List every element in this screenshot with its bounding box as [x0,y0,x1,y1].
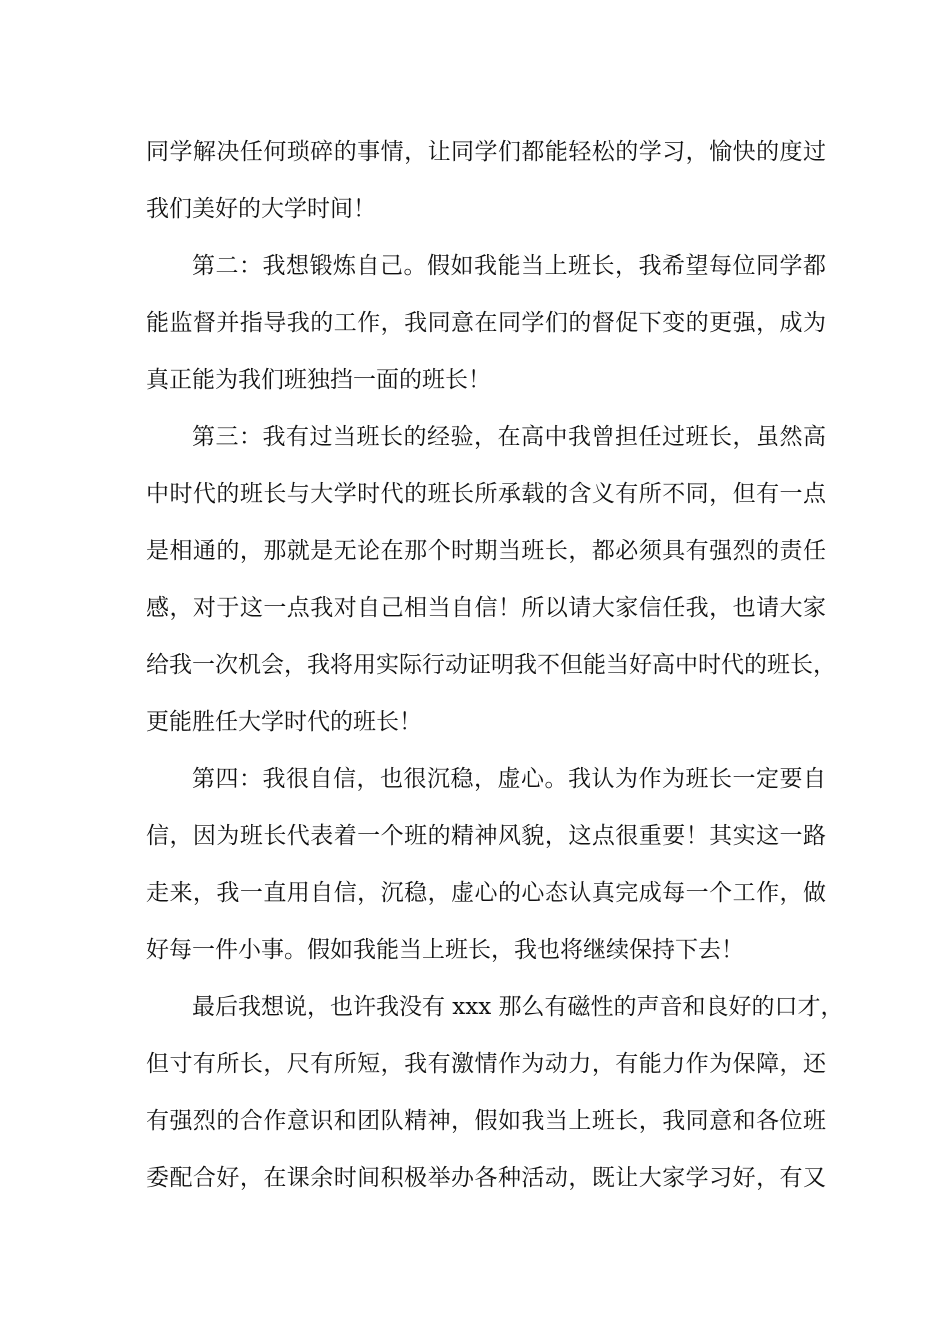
paragraph-first-line: 第四：我很自信，也很沉稳，虚心。我认为作为班长一定要自 [192,766,826,792]
text-line: 好每一件小事。假如我能当上班长，我也将继续保持下去！ [146,937,744,963]
paragraph-first-line: 第三：我有过当班长的经验，在高中我曾担任过班长，虽然高 [192,424,826,450]
text-line: 我们美好的大学时间！ [146,196,376,222]
text-line: 有强烈的合作意识和团队精神，假如我当上班长，我同意和各位班 [146,1108,826,1134]
text-line: 是相通的，那就是无论在那个时期当班长，都必须具有强烈的责任 [146,538,826,564]
text-line: 更能胜任大学时代的班长！ [146,709,422,735]
text-line: 同学解决任何琐碎的事情，让同学们都能轻松的学习，愉快的度过 [146,139,826,165]
text-line: 给我一次机会，我将用实际行动证明我不但能当好高中时代的班长， [146,652,836,678]
text-line: 感，对于这一点我对自己相当自信！所以请大家信任我，也请大家 [146,595,826,621]
paragraph-first-line: 第二：我想锻炼自己。假如我能当上班长，我希望每位同学都 [192,253,826,279]
paragraph-first-line: 最后我想说，也许我没有 xxx 那么有磁性的声音和良好的口才， [192,994,844,1020]
text-line: 但寸有所长，尺有所短，我有激情作为动力，有能力作为保障，还 [146,1051,826,1077]
text-line: 能监督并指导我的工作，我同意在同学们的督促下变的更强，成为 [146,310,826,336]
text-line: 走来，我一直用自信，沉稳，虚心的心态认真完成每一个工作，做 [146,880,826,906]
text-line: 委配合好，在课余时间积极举办各种活动，既让大家学习好，有又 [146,1165,826,1191]
text-line: 中时代的班长与大学时代的班长所承载的含义有所不同，但有一点 [146,481,826,507]
text-line: 信，因为班长代表着一个班的精神风貌，这点很重要！其实这一路 [146,823,826,849]
text-line: 真正能为我们班独挡一面的班长！ [146,367,491,393]
